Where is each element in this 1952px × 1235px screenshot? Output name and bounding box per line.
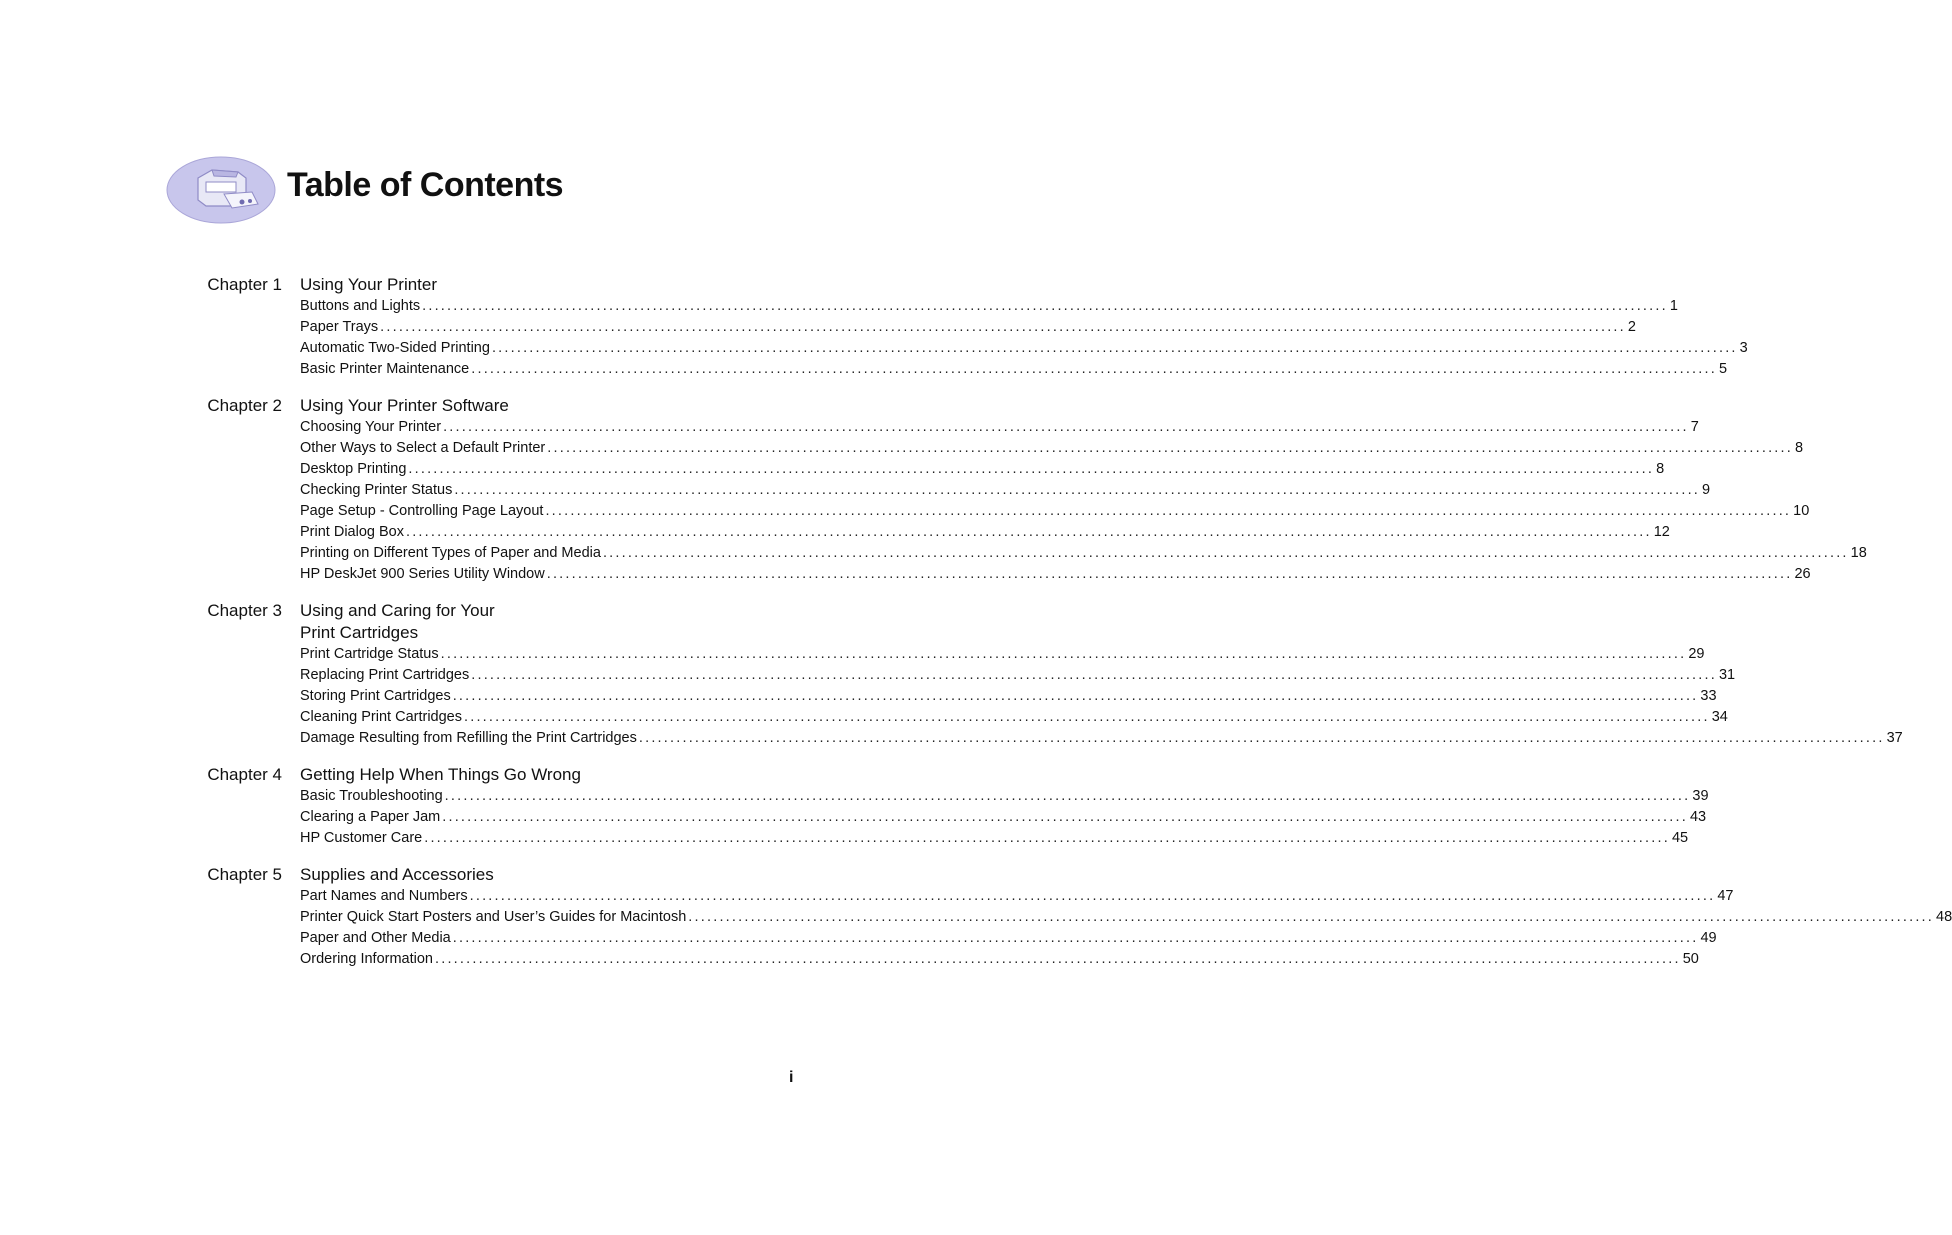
toc-entry-page: 48 [1936,909,1952,925]
toc-entry[interactable] [300,828,1689,849]
dot-leader: ........................................................................................................................................................................................................ [424,830,1670,846]
toc-entry-page: 26 [1794,566,1811,582]
toc-entry-page: 49 [1700,930,1717,946]
toc-entry[interactable] [300,543,1867,564]
dot-leader: ........................................................................................................................................................................................................ [602,545,1849,561]
toc-entry-title: Printer Quick Start Posters and User’s Guides for Macintosh [300,909,687,925]
chapter-section [200,600,1903,749]
chapter-section [200,395,1867,585]
dot-leader: ........................................................................................................................................................................................................ [452,930,1699,946]
dot-leader: ........................................................................................................................................................................................................ [464,709,1710,725]
toc-entry[interactable] [300,665,1736,686]
chapter-section [200,864,1952,970]
toc-entry-title: Printing on Different Types of Paper and Media [300,545,601,561]
toc-entry[interactable] [300,686,1717,707]
toc-entry[interactable] [300,417,1699,438]
chapter-title-line2: Print Cartridges [300,623,419,642]
chapter-title: Using Your Printer Software [300,396,509,415]
chapter-label: Chapter 4 [207,765,282,784]
toc-entry-page: 34 [1711,709,1728,725]
chapter-label: Chapter 3 [207,601,282,620]
toc-entry-page: 7 [1690,419,1699,435]
toc-entry[interactable] [300,707,1728,728]
chapter-body [300,395,1867,585]
toc-entry-title: Part Names and Numbers [300,888,468,904]
toc-entry-page: 29 [1688,646,1705,662]
dot-leader: ........................................................................................................................................................................................................ [491,340,1738,356]
chapter-body [300,600,1903,749]
toc-entry-page: 50 [1682,951,1699,967]
toc-entry-page: 45 [1671,830,1689,846]
chapter-body [300,274,1748,380]
toc-entry-page: 1 [1669,298,1678,314]
toc-entry-title: Automatic Two-Sided Printing [300,340,490,356]
chapter-title: Using and Caring for Your [300,601,495,620]
toc-entry-title: Other Ways to Select a Default Printer [300,440,546,456]
dot-leader: ........................................................................................................................................................................................................ [638,730,1885,746]
dot-leader: ........................................................................................................................................................................................................ [545,503,1792,519]
toc-entry-title: HP DeskJet 900 Series Utility Window [300,566,545,582]
page-header [166,156,766,226]
toc-entry-page: 31 [1718,667,1736,683]
dot-leader: ........................................................................................................................................................................................................ [454,482,1701,498]
toc-entry-title: Paper Trays [300,319,379,335]
toc-entry-page: 3 [1739,340,1748,356]
dot-leader: ........................................................................................................................................................................................................ [405,524,1652,540]
toc-entry[interactable] [300,928,1717,949]
dot-leader: ........................................................................................................................................................................................................ [434,951,1681,967]
dot-leader: ........................................................................................................................................................................................................ [471,361,1717,377]
toc-entry[interactable] [300,338,1748,359]
toc-entry-page: 12 [1653,524,1670,540]
toc-entry-title: Checking Printer Status [300,482,453,498]
toc-entry-page: 18 [1850,545,1867,561]
dot-leader: ........................................................................................................................................................................................................ [442,809,1688,825]
toc-entry-title: Cleaning Print Cartridges [300,709,462,725]
toc-entry-title: Ordering Information [300,951,433,967]
toc-entry-page: 8 [1794,440,1804,456]
toc-entry-page: 47 [1717,888,1734,904]
toc-entry-page: 10 [1793,503,1810,519]
dot-leader: ........................................................................................................................................................................................................ [408,461,1655,477]
toc-entry[interactable] [300,438,1804,459]
toc-entry-page: 2 [1627,319,1636,335]
toc-entry-page: 39 [1692,788,1709,804]
toc-entry-title: Storing Print Cartridges [300,688,451,704]
table-of-contents [200,274,1952,985]
toc-entry[interactable] [300,522,1670,543]
toc-entry-page: 37 [1886,730,1903,746]
chapter-label: Chapter 5 [207,865,282,884]
toc-entry[interactable] [300,564,1811,585]
dot-leader: ........................................................................................................................................................................................................ [444,788,1691,804]
dot-leader: ........................................................................................................................................................................................................ [471,667,1717,683]
toc-entry[interactable] [300,501,1810,522]
toc-entry-title: Basic Printer Maintenance [300,361,470,377]
page-number: i [789,1069,794,1086]
toc-entry-title: Desktop Printing [300,461,407,477]
dot-leader: ........................................................................................................................................................................................................ [688,909,1935,925]
toc-entry[interactable] [300,949,1699,970]
toc-entry-title: Print Dialog Box [300,524,404,540]
toc-entry-title: Choosing Your Printer [300,419,442,435]
toc-entry-title: Replacing Print Cartridges [300,667,470,683]
toc-entry-title: HP Customer Care [300,830,423,846]
toc-entry[interactable] [300,359,1728,380]
toc-entry-title: Paper and Other Media [300,930,451,946]
toc-entry-page: 43 [1689,809,1707,825]
dot-leader: ........................................................................................................................................................................................................ [469,888,1716,904]
toc-entry-title: Page Setup - Controlling Page Layout [300,503,544,519]
chapter-label: Chapter 2 [207,396,282,415]
page-title: Table of Contents [287,166,564,204]
toc-entry[interactable] [300,728,1903,749]
toc-entry[interactable] [300,907,1952,928]
toc-entry-page: 33 [1700,688,1717,704]
dot-leader: ........................................................................................................................................................................................................ [443,419,1689,435]
toc-entry[interactable] [300,296,1678,317]
toc-entry-page: 9 [1702,482,1711,498]
toc-entry-title: Print Cartridge Status [300,646,439,662]
toc-entry[interactable] [300,786,1709,807]
dot-leader: ........................................................................................................................................................................................................ [422,298,1668,314]
toc-entry-title: Damage Resulting from Refilling the Print Cartridges [300,730,637,746]
printer-oval-icon [166,156,276,224]
chapter-title: Using Your Printer [300,275,438,294]
chapter-title: Getting Help When Things Go Wrong [300,765,581,784]
toc-entry[interactable] [300,886,1734,907]
toc-entry[interactable] [300,644,1705,665]
toc-entry[interactable] [300,459,1665,480]
dot-leader: ........................................................................................................................................................................................................ [452,688,1699,704]
toc-entry-title: Buttons and Lights [300,298,421,314]
chapter-label: Chapter 1 [207,275,282,294]
chapter-section [200,764,1709,849]
chapter-body [300,864,1952,970]
dot-leader: ........................................................................................................................................................................................................ [440,646,1687,662]
dot-leader: ........................................................................................................................................................................................................ [380,319,1626,335]
toc-entry[interactable] [300,480,1711,501]
dot-leader: ........................................................................................................................................................................................................ [546,566,1793,582]
dot-leader: ........................................................................................................................................................................................................ [547,440,1793,456]
toc-entry[interactable] [300,807,1707,828]
toc-entry-page: 8 [1656,461,1665,477]
toc-entry-title: Basic Troubleshooting [300,788,443,804]
chapter-section [200,274,1748,380]
toc-entry[interactable] [300,317,1636,338]
chapter-title: Supplies and Accessories [300,865,494,884]
chapter-body [300,764,1709,849]
toc-entry-title: Clearing a Paper Jam [300,809,441,825]
toc-entry-page: 5 [1718,361,1728,377]
